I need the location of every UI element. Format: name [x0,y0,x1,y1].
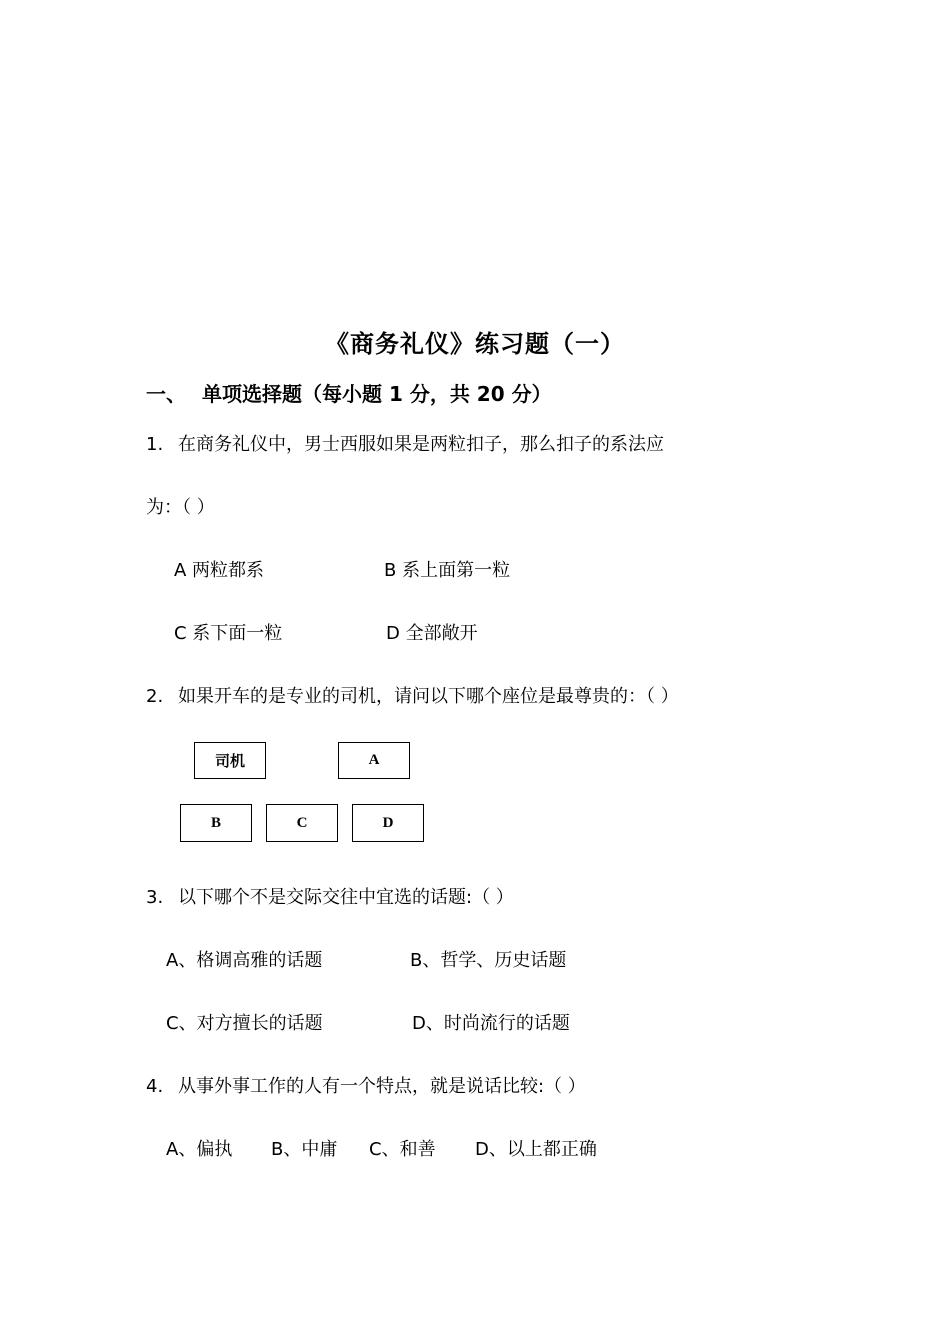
section-number: 一、 [146,382,186,406]
option-c: C 系下面一粒 [174,623,283,644]
option-d: D、以上都正确 [475,1139,597,1160]
question-text: 从事外事工作的人有一个特点，就是说话比较:（ ） [178,1076,586,1097]
option-d: D、时尚流行的话题 [412,1013,570,1034]
seat-front: A [338,742,410,779]
seat-driver: 司机 [194,742,266,779]
question-number: 3. [146,887,164,908]
option-c: C、对方擅长的话题 [166,1013,323,1034]
seat-rear-right: D [352,804,424,842]
option-b: B、哲学、历史话题 [410,950,567,971]
option-a: A 两粒都系 [174,560,265,581]
section-title: 单项选择题（每小题 1 分，共 20 分） [202,382,552,406]
question-text: 以下哪个不是交际交往中宜选的话题:（ ） [178,887,514,908]
question-1-continuation: 为：（ ） [146,497,215,518]
question-number: 2. [146,686,164,707]
section-heading [146,378,552,407]
question-2 [146,682,679,708]
question-1 [146,430,664,456]
option-a: A、偏执 [166,1139,233,1160]
seat-rear-middle: C [266,804,338,842]
question-number: 1. [146,434,164,455]
option-c: C、和善 [369,1139,436,1160]
option-a: A、格调高雅的话题 [166,950,323,971]
page-title: 《商务礼仪》练习题（一） [325,330,625,358]
question-number: 4. [146,1076,164,1097]
question-text: 在商务礼仪中，男士西服如果是两粒扣子，那么扣子的系法应 [178,434,664,455]
option-d: D 全部敞开 [386,623,478,644]
option-b: B 系上面第一粒 [384,560,511,581]
seat-rear-left: B [180,804,252,842]
question-text: 如果开车的是专业的司机，请问以下哪个座位是最尊贵的：（ ） [178,686,679,707]
question-3 [146,883,514,909]
option-b: B、中庸 [271,1139,338,1160]
question-4 [146,1072,586,1098]
